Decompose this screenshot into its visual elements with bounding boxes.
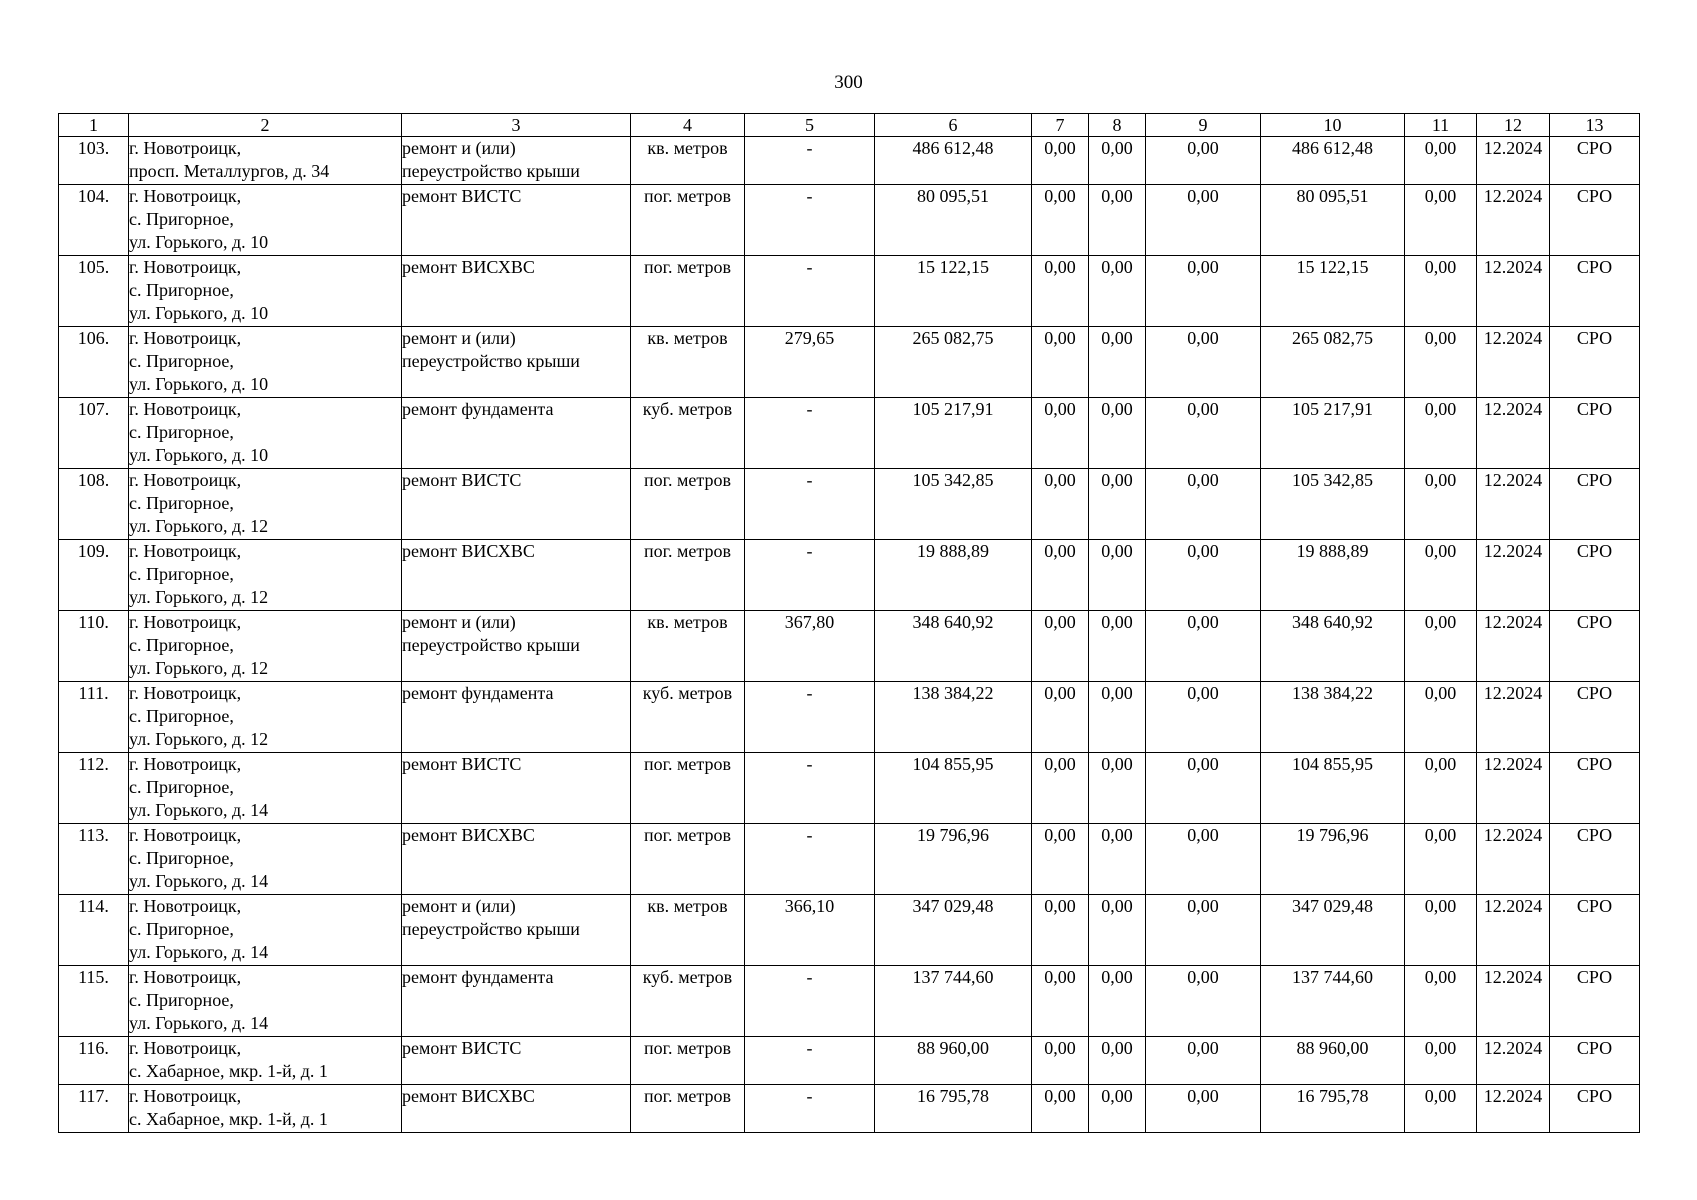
sro-cell: СРО [1550,824,1640,895]
table-row [59,1037,1640,1085]
col9-cell: 0,00 [1146,469,1261,540]
work-type-line: переустройство крыши [402,351,580,371]
work-type-line: переустройство крыши [402,161,580,181]
table-row [59,327,1640,398]
col7-cell: 0,00 [1032,753,1089,824]
row-number: 113. [59,824,129,895]
sro-cell: СРО [1550,327,1640,398]
address-line: г. Новотроицк, [129,257,242,277]
col5-cell: - [745,540,875,611]
address-cell [129,185,402,256]
column-header: 4 [631,114,745,137]
col6-cell: 348 640,92 [875,611,1032,682]
address-line: ул. Горького, д. 12 [129,516,269,536]
col6-cell: 19 888,89 [875,540,1032,611]
address-cell [129,1085,402,1133]
col9-cell: 0,00 [1146,753,1261,824]
address-line: с. Хабарное, мкр. 1-й, д. 1 [129,1109,328,1129]
date-cell: 12.2024 [1477,398,1550,469]
date-cell: 12.2024 [1477,540,1550,611]
col10-cell: 347 029,48 [1261,895,1405,966]
col5-cell: 367,80 [745,611,875,682]
sro-cell: СРО [1550,540,1640,611]
sro-cell: СРО [1550,137,1640,185]
unit-cell: пог. метров [631,256,745,327]
unit-cell: пог. метров [631,185,745,256]
column-header: 8 [1089,114,1146,137]
col11-cell: 0,00 [1405,540,1477,611]
address-line: г. Новотроицк, [129,1086,242,1106]
work-type-cell [402,137,631,185]
col9-cell: 0,00 [1146,1037,1261,1085]
col8-cell: 0,00 [1089,824,1146,895]
col10-cell: 15 122,15 [1261,256,1405,327]
col8-cell: 0,00 [1089,137,1146,185]
address-line: г. Новотроицк, [129,470,242,490]
col10-cell: 80 095,51 [1261,185,1405,256]
address-line: с. Пригорное, [129,564,234,584]
col8-cell: 0,00 [1089,966,1146,1037]
col9-cell: 0,00 [1146,966,1261,1037]
address-line: г. Новотроицк, [129,1038,242,1058]
work-type-line: ремонт ВИСХВС [402,825,535,845]
column-header: 13 [1550,114,1640,137]
unit-cell: кв. метров [631,611,745,682]
col7-cell: 0,00 [1032,185,1089,256]
col5-cell: 279,65 [745,327,875,398]
address-cell [129,611,402,682]
column-header: 10 [1261,114,1405,137]
col5-cell: - [745,682,875,753]
address-cell [129,966,402,1037]
address-line: ул. Горького, д. 12 [129,587,269,607]
work-type-line: ремонт ВИСХВС [402,1086,535,1106]
table-row [59,469,1640,540]
col7-cell: 0,00 [1032,137,1089,185]
unit-cell: кв. метров [631,327,745,398]
work-type-line: ремонт фундамента [402,683,554,703]
row-number: 110. [59,611,129,682]
address-line: с. Пригорное, [129,777,234,797]
page-number: 300 [834,72,863,93]
row-number: 116. [59,1037,129,1085]
column-header: 1 [59,114,129,137]
col11-cell: 0,00 [1405,398,1477,469]
table-row [59,137,1640,185]
address-line: ул. Горького, д. 10 [129,303,269,323]
date-cell: 12.2024 [1477,1037,1550,1085]
work-type-line: ремонт ВИСХВС [402,257,535,277]
column-header: 3 [402,114,631,137]
address-line: просп. Металлургов, д. 34 [129,161,330,181]
col6-cell: 137 744,60 [875,966,1032,1037]
address-line: г. Новотроицк, [129,399,242,419]
table-row [59,966,1640,1037]
sro-cell: СРО [1550,1085,1640,1133]
col5-cell: - [745,185,875,256]
address-line: ул. Горького, д. 12 [129,658,269,678]
sro-cell: СРО [1550,682,1640,753]
address-line: ул. Горького, д. 12 [129,729,269,749]
sro-cell: СРО [1550,753,1640,824]
date-cell: 12.2024 [1477,682,1550,753]
work-type-cell [402,682,631,753]
col6-cell: 347 029,48 [875,895,1032,966]
col5-cell: - [745,824,875,895]
col7-cell: 0,00 [1032,327,1089,398]
col10-cell: 104 855,95 [1261,753,1405,824]
col5-cell: - [745,1085,875,1133]
column-header: 9 [1146,114,1261,137]
table-row [59,611,1640,682]
date-cell: 12.2024 [1477,185,1550,256]
col8-cell: 0,00 [1089,398,1146,469]
col7-cell: 0,00 [1032,966,1089,1037]
address-cell [129,469,402,540]
col9-cell: 0,00 [1146,327,1261,398]
address-line: с. Пригорное, [129,919,234,939]
col10-cell: 105 217,91 [1261,398,1405,469]
row-number: 105. [59,256,129,327]
row-number: 112. [59,753,129,824]
col6-cell: 16 795,78 [875,1085,1032,1133]
col10-cell: 16 795,78 [1261,1085,1405,1133]
col10-cell: 138 384,22 [1261,682,1405,753]
col10-cell: 19 796,96 [1261,824,1405,895]
address-line: г. Новотроицк, [129,754,242,774]
col9-cell: 0,00 [1146,895,1261,966]
repair-schedule-table [58,113,1640,1133]
address-line: с. Хабарное, мкр. 1-й, д. 1 [129,1061,328,1081]
date-cell: 12.2024 [1477,824,1550,895]
work-type-cell [402,611,631,682]
address-line: г. Новотроицк, [129,138,242,158]
work-type-cell [402,1085,631,1133]
address-line: г. Новотроицк, [129,612,242,632]
sro-cell: СРО [1550,966,1640,1037]
work-type-line: ремонт фундамента [402,967,554,987]
sro-cell: СРО [1550,469,1640,540]
table-row [59,824,1640,895]
address-cell [129,327,402,398]
address-line: с. Пригорное, [129,280,234,300]
col8-cell: 0,00 [1089,540,1146,611]
work-type-line: ремонт ВИСТС [402,1038,522,1058]
col8-cell: 0,00 [1089,256,1146,327]
address-line: ул. Горького, д. 14 [129,871,269,891]
address-cell [129,398,402,469]
unit-cell: пог. метров [631,1085,745,1133]
col11-cell: 0,00 [1405,256,1477,327]
work-type-line: переустройство крыши [402,919,580,939]
col7-cell: 0,00 [1032,1037,1089,1085]
work-type-cell [402,895,631,966]
col6-cell: 15 122,15 [875,256,1032,327]
address-line: г. Новотроицк, [129,328,242,348]
work-type-line: ремонт ВИСТС [402,754,522,774]
col9-cell: 0,00 [1146,540,1261,611]
work-type-line: ремонт и (или) [402,612,516,632]
col7-cell: 0,00 [1032,611,1089,682]
col8-cell: 0,00 [1089,753,1146,824]
unit-cell: куб. метров [631,682,745,753]
table-row [59,682,1640,753]
col11-cell: 0,00 [1405,895,1477,966]
col6-cell: 265 082,75 [875,327,1032,398]
address-line: с. Пригорное, [129,635,234,655]
table-row [59,256,1640,327]
col10-cell: 137 744,60 [1261,966,1405,1037]
col6-cell: 105 342,85 [875,469,1032,540]
date-cell: 12.2024 [1477,895,1550,966]
date-cell: 12.2024 [1477,137,1550,185]
col7-cell: 0,00 [1032,682,1089,753]
table-row [59,753,1640,824]
col5-cell: - [745,137,875,185]
col6-cell: 88 960,00 [875,1037,1032,1085]
col11-cell: 0,00 [1405,753,1477,824]
address-line: с. Пригорное, [129,848,234,868]
col6-cell: 105 217,91 [875,398,1032,469]
col7-cell: 0,00 [1032,540,1089,611]
address-line: с. Пригорное, [129,351,234,371]
col11-cell: 0,00 [1405,469,1477,540]
col7-cell: 0,00 [1032,256,1089,327]
date-cell: 12.2024 [1477,753,1550,824]
col5-cell: - [745,1037,875,1085]
address-line: с. Пригорное, [129,493,234,513]
address-cell [129,824,402,895]
table-row [59,1085,1640,1133]
table-row [59,398,1640,469]
table-row [59,895,1640,966]
work-type-cell [402,824,631,895]
unit-cell: пог. метров [631,469,745,540]
address-line: г. Новотроицк, [129,541,242,561]
work-type-cell [402,469,631,540]
date-cell: 12.2024 [1477,469,1550,540]
col6-cell: 486 612,48 [875,137,1032,185]
address-line: г. Новотроицк, [129,683,242,703]
row-number: 108. [59,469,129,540]
col7-cell: 0,00 [1032,398,1089,469]
column-header: 6 [875,114,1032,137]
col7-cell: 0,00 [1032,824,1089,895]
col9-cell: 0,00 [1146,256,1261,327]
row-number: 103. [59,137,129,185]
sro-cell: СРО [1550,895,1640,966]
col5-cell: - [745,256,875,327]
address-line: ул. Горького, д. 14 [129,800,269,820]
col10-cell: 88 960,00 [1261,1037,1405,1085]
work-type-line: ремонт ВИСТС [402,186,522,206]
unit-cell: кв. метров [631,137,745,185]
col5-cell: - [745,398,875,469]
table-row [59,540,1640,611]
col11-cell: 0,00 [1405,327,1477,398]
col6-cell: 19 796,96 [875,824,1032,895]
address-line: ул. Горького, д. 14 [129,942,269,962]
unit-cell: куб. метров [631,398,745,469]
col11-cell: 0,00 [1405,824,1477,895]
sro-cell: СРО [1550,185,1640,256]
col9-cell: 0,00 [1146,398,1261,469]
col10-cell: 105 342,85 [1261,469,1405,540]
col5-cell: - [745,753,875,824]
date-cell: 12.2024 [1477,327,1550,398]
row-number: 111. [59,682,129,753]
work-type-cell [402,753,631,824]
col6-cell: 104 855,95 [875,753,1032,824]
column-header: 5 [745,114,875,137]
col7-cell: 0,00 [1032,1085,1089,1133]
address-line: г. Новотроицк, [129,825,242,845]
work-type-line: ремонт фундамента [402,399,554,419]
address-line: г. Новотроицк, [129,186,242,206]
row-number: 117. [59,1085,129,1133]
col9-cell: 0,00 [1146,137,1261,185]
address-line: г. Новотроицк, [129,896,242,916]
work-type-cell [402,398,631,469]
date-cell: 12.2024 [1477,1085,1550,1133]
col10-cell: 265 082,75 [1261,327,1405,398]
column-header: 7 [1032,114,1089,137]
row-number: 106. [59,327,129,398]
col8-cell: 0,00 [1089,1037,1146,1085]
col9-cell: 0,00 [1146,824,1261,895]
col11-cell: 0,00 [1405,137,1477,185]
col11-cell: 0,00 [1405,682,1477,753]
col8-cell: 0,00 [1089,469,1146,540]
col6-cell: 138 384,22 [875,682,1032,753]
col5-cell: - [745,966,875,1037]
col9-cell: 0,00 [1146,185,1261,256]
unit-cell: пог. метров [631,753,745,824]
col7-cell: 0,00 [1032,895,1089,966]
col10-cell: 486 612,48 [1261,137,1405,185]
col11-cell: 0,00 [1405,611,1477,682]
address-line: ул. Горького, д. 14 [129,1013,269,1033]
work-type-cell [402,540,631,611]
col8-cell: 0,00 [1089,185,1146,256]
col10-cell: 19 888,89 [1261,540,1405,611]
address-cell [129,895,402,966]
work-type-line: ремонт и (или) [402,896,516,916]
unit-cell: пог. метров [631,824,745,895]
address-line: г. Новотроицк, [129,967,242,987]
row-number: 115. [59,966,129,1037]
sro-cell: СРО [1550,1037,1640,1085]
work-type-line: ремонт и (или) [402,138,516,158]
address-cell [129,682,402,753]
col8-cell: 0,00 [1089,895,1146,966]
work-type-line: ремонт ВИСТС [402,470,522,490]
column-header: 12 [1477,114,1550,137]
date-cell: 12.2024 [1477,611,1550,682]
col10-cell: 348 640,92 [1261,611,1405,682]
col6-cell: 80 095,51 [875,185,1032,256]
unit-cell: пог. метров [631,1037,745,1085]
table-header-row [59,114,1640,137]
row-number: 109. [59,540,129,611]
address-line: ул. Горького, д. 10 [129,232,269,252]
row-number: 104. [59,185,129,256]
col7-cell: 0,00 [1032,469,1089,540]
address-line: ул. Горького, д. 10 [129,374,269,394]
column-header: 2 [129,114,402,137]
col8-cell: 0,00 [1089,1085,1146,1133]
address-cell [129,137,402,185]
sro-cell: СРО [1550,611,1640,682]
work-type-cell [402,185,631,256]
sro-cell: СРО [1550,256,1640,327]
col11-cell: 0,00 [1405,1085,1477,1133]
col8-cell: 0,00 [1089,327,1146,398]
col8-cell: 0,00 [1089,682,1146,753]
address-line: с. Пригорное, [129,706,234,726]
work-type-cell [402,1037,631,1085]
row-number: 114. [59,895,129,966]
date-cell: 12.2024 [1477,966,1550,1037]
address-line: с. Пригорное, [129,209,234,229]
address-cell [129,540,402,611]
col11-cell: 0,00 [1405,185,1477,256]
table-row [59,185,1640,256]
col11-cell: 0,00 [1405,1037,1477,1085]
col5-cell: - [745,469,875,540]
unit-cell: кв. метров [631,895,745,966]
address-cell [129,256,402,327]
col9-cell: 0,00 [1146,1085,1261,1133]
date-cell: 12.2024 [1477,256,1550,327]
address-line: с. Пригорное, [129,990,234,1010]
column-header: 11 [1405,114,1477,137]
work-type-line: ремонт и (или) [402,328,516,348]
unit-cell: пог. метров [631,540,745,611]
work-type-cell [402,256,631,327]
address-line: с. Пригорное, [129,422,234,442]
table-body [59,137,1640,1133]
col9-cell: 0,00 [1146,611,1261,682]
work-type-line: переустройство крыши [402,635,580,655]
address-cell [129,753,402,824]
sro-cell: СРО [1550,398,1640,469]
row-number: 107. [59,398,129,469]
unit-cell: куб. метров [631,966,745,1037]
work-type-line: ремонт ВИСХВС [402,541,535,561]
col8-cell: 0,00 [1089,611,1146,682]
address-cell [129,1037,402,1085]
col5-cell: 366,10 [745,895,875,966]
col9-cell: 0,00 [1146,682,1261,753]
work-type-cell [402,327,631,398]
address-line: ул. Горького, д. 10 [129,445,269,465]
work-type-cell [402,966,631,1037]
col11-cell: 0,00 [1405,966,1477,1037]
